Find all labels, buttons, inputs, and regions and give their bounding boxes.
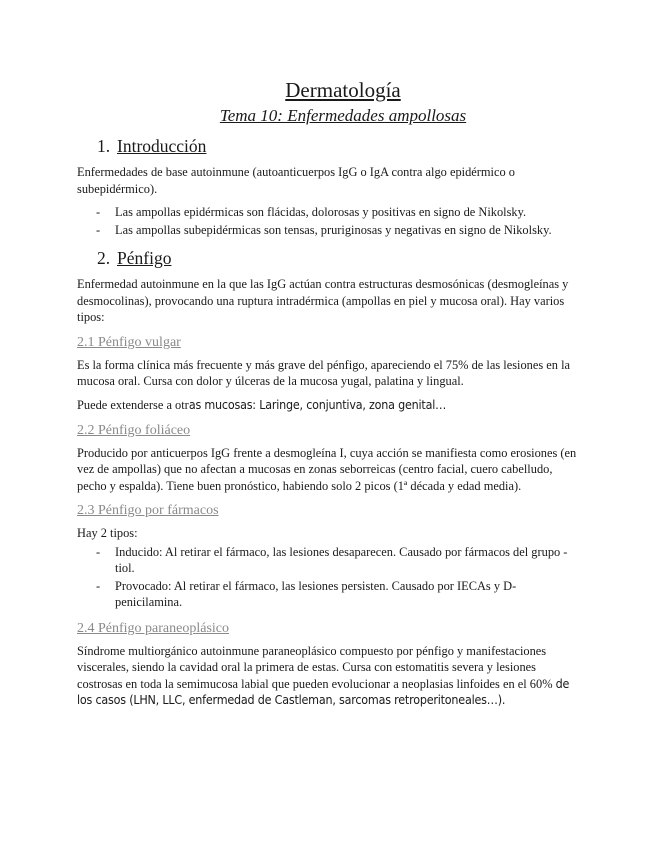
document-page — [77, 76, 583, 716]
list-item-text: Provocado: Al retirar el fármaco, las lesiones persisten. Causado por IECAs y D-penicilamina. — [115, 578, 517, 610]
vulgar-paragraph-2 — [77, 397, 583, 414]
subsection-heading-paraneoplasico: 2.4 Pénfigo paraneoplásico — [77, 620, 230, 636]
list-item — [77, 204, 583, 220]
farmacos-list — [77, 544, 583, 611]
section-title: Introducción — [117, 136, 207, 156]
subsection-heading-foliaceo: 2.2 Pénfigo foliáceo — [77, 422, 191, 438]
section-title: Pénfigo — [117, 248, 172, 268]
list-item-text: Las ampollas epidérmicas son flácidas, dolorosas y positivas en signo de Nikolsky. — [115, 205, 527, 220]
list-item — [77, 578, 583, 611]
text-run: as mucosas: Laringe, conjuntiva, zona genital… — [188, 396, 447, 412]
text-run: de los casos (LHN, LLC, enfermedad de Castleman, sarcomas retroperitoneales…). — [77, 675, 570, 708]
document-title: Dermatología — [285, 78, 401, 102]
subsection-heading-farmacos: 2.3 Pénfigo por fármacos — [77, 503, 219, 519]
text-run: Síndrome multiorgánico autoinmune paraneoplásico compuesto por pénfigo y manifestaciones viscerales, siendo la cavidad oral la primera de estas. Cursa con estomatitis severa y lesiones costrosas en toda la semimucosa labial que pueden evolucionar a neoplasias linfoides en el 60% — [77, 643, 556, 691]
intro-paragraph: Enfermedades de base autoinmune (autoanticuerpos IgG o IgA contra algo epidérmico o subepidérmico). — [77, 165, 515, 196]
text-run: Puede extenderse a otr — [77, 397, 189, 412]
list-bullet: - — [96, 578, 101, 593]
foliaceo-paragraph: Producido por anticuerpos IgG frente a desmogleína I, cuya acción se manifiesta como erosiones (en vez de ampollas) que no afectan a mucosas en zonas seborreicas (centro facial, cuero cabelludo, pecho y espalda). Tiene buen pronóstico, habiendo solo 2 picos (1ª década y edad media). — [77, 445, 577, 493]
list-bullet: - — [96, 544, 101, 559]
list-bullet: - — [96, 222, 101, 237]
section-number: 2. — [97, 248, 111, 268]
list-item-text: Las ampollas subepidérmicas son tensas, pruriginosas y negativas en signo de Nikolsky. — [115, 222, 552, 237]
list-item — [77, 544, 583, 577]
document-subtitle: Tema 10: Enfermedades ampollosas — [219, 106, 467, 125]
paraneoplasico-paragraph — [77, 643, 583, 709]
list-item-text: Inducido: Al retirar el fármaco, las lesiones desaparecen. Causado por fármacos del grupo -tiol. — [115, 544, 568, 576]
list-item — [77, 222, 583, 238]
section-heading-introduccion — [77, 134, 583, 158]
vulgar-paragraph: Es la forma clínica más frecuente y más grave del pénfigo, apareciendo el 75% de las lesiones en la mucosa oral. Cursa con dolor y úlceras de la mucosa yugal, palatina y lingual. — [77, 357, 571, 389]
section-heading-penfigo — [77, 246, 583, 270]
intro-list — [77, 204, 583, 238]
subsection-heading-vulgar: 2.1 Pénfigo vulgar — [77, 334, 181, 350]
section-number: 1. — [97, 136, 111, 156]
farmacos-paragraph: Hay 2 tipos: — [77, 526, 138, 541]
penfigo-paragraph: Enfermedad autoinmune en la que las IgG actúan contra estructuras desmosónicas (desmogleínas y desmocolinas), provocando una ruptura intradérmica (ampollas en piel y mucosa oral). Hay varios tipos: — [77, 277, 569, 325]
list-bullet: - — [96, 205, 101, 220]
